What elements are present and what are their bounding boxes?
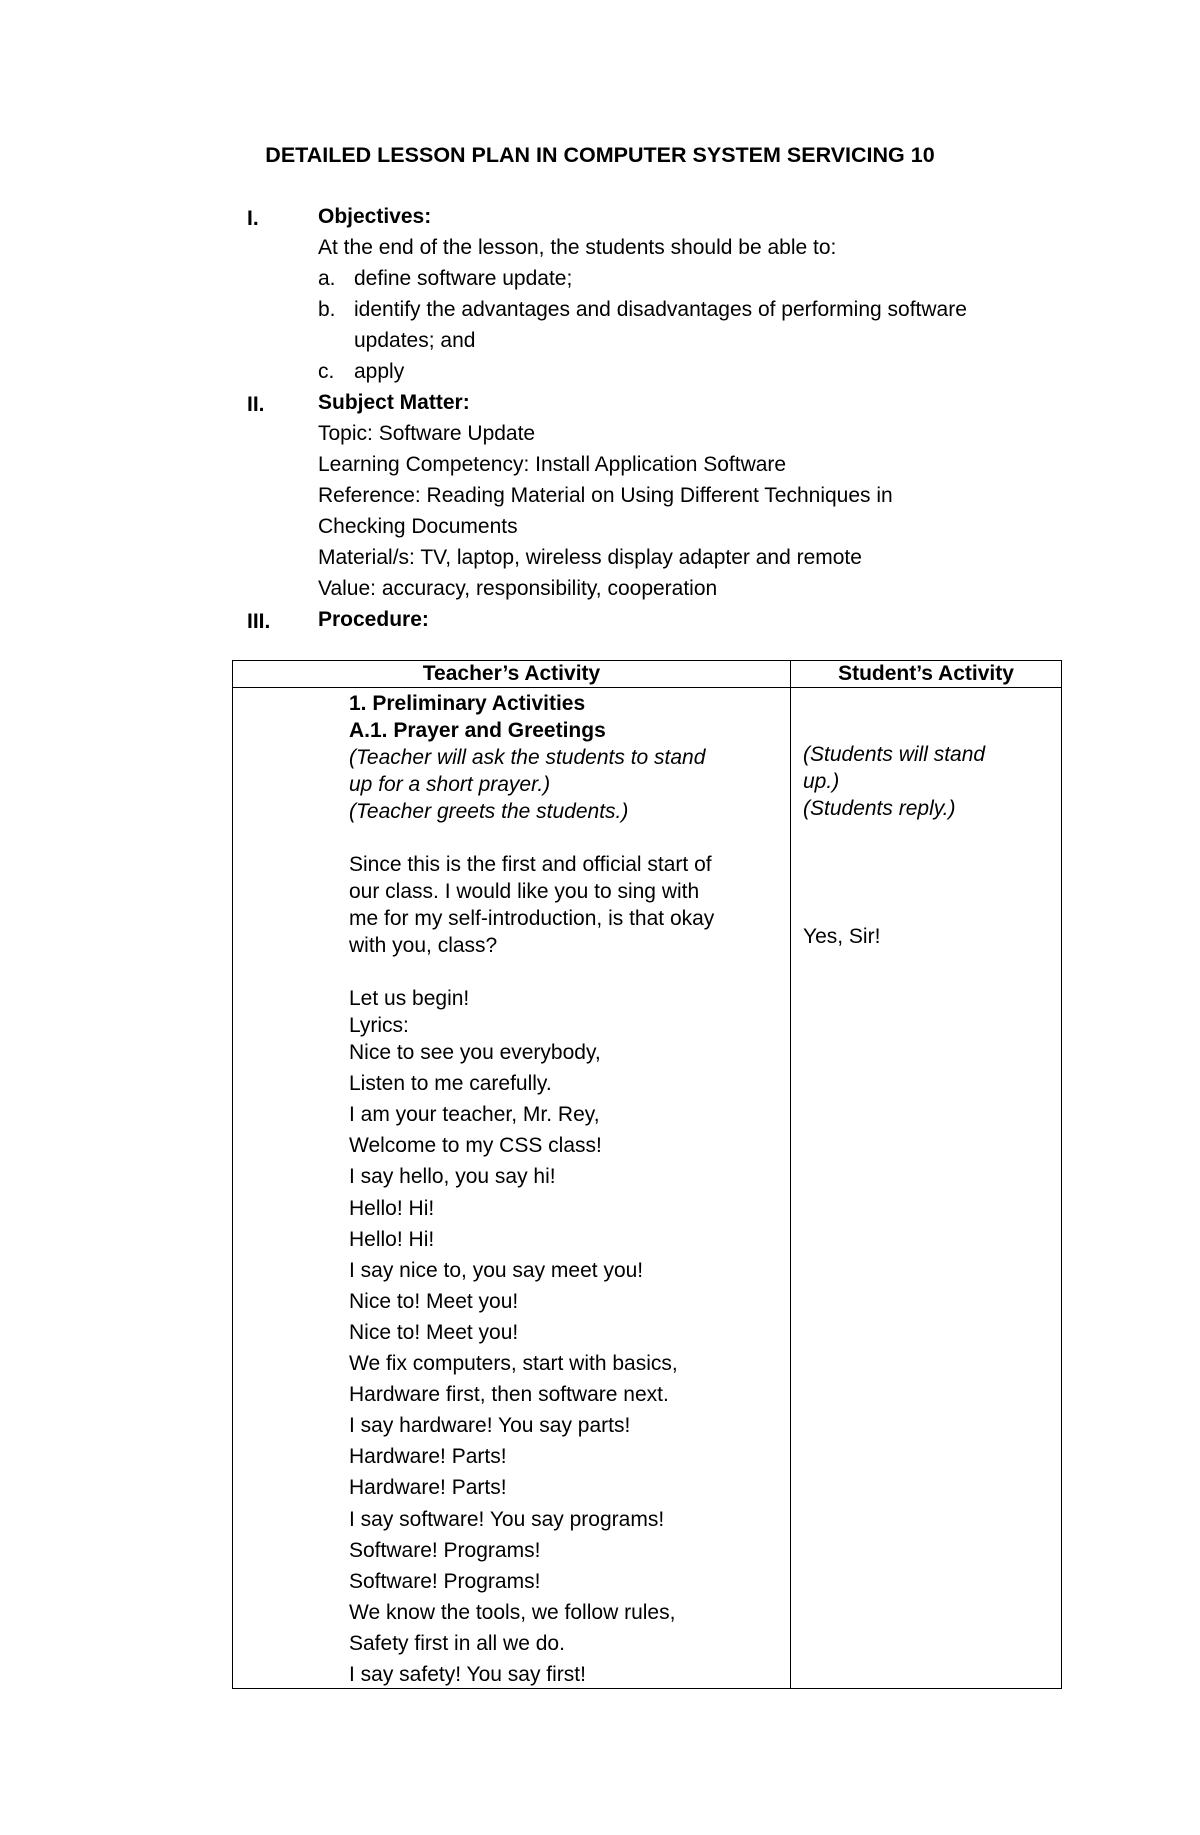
subject-competency: Learning Competency: Install Application Software bbox=[318, 453, 787, 476]
header-student-activity: Student’s Activity bbox=[838, 662, 1014, 685]
lyric-line: I say hello, you say hi! bbox=[349, 1165, 556, 1188]
teacher-begin-line: Let us begin! bbox=[349, 987, 470, 1010]
lyric-line: Hello! Hi! bbox=[349, 1197, 435, 1220]
lyric-line: I am your teacher, Mr. Rey, bbox=[349, 1103, 600, 1126]
teacher-section-title: 1. Preliminary Activities bbox=[349, 692, 586, 715]
teacher-intro-line: Since this is the first and official start of bbox=[349, 853, 712, 876]
lyric-line: I say software! You say programs! bbox=[349, 1508, 665, 1531]
page-title: DETAILED LESSON PLAN IN COMPUTER SYSTEM SERVICING 10 bbox=[265, 143, 935, 167]
lyric-line: Nice to! Meet you! bbox=[349, 1321, 519, 1344]
subject-value: Value: accuracy, responsibility, cooperation bbox=[318, 577, 718, 600]
table-top-border bbox=[232, 660, 1062, 661]
section-number-subject: II. bbox=[247, 393, 265, 416]
student-reply: Yes, Sir! bbox=[803, 925, 881, 948]
lyric-line: I say nice to, you say meet you! bbox=[349, 1259, 644, 1282]
teacher-intro-line: with you, class? bbox=[349, 934, 498, 957]
lyric-line: Welcome to my CSS class! bbox=[349, 1134, 602, 1157]
teacher-note-line: up for a short prayer.) bbox=[349, 773, 551, 796]
teacher-note-line: (Teacher greets the students.) bbox=[349, 800, 629, 823]
teacher-lyrics-label: Lyrics: bbox=[349, 1014, 409, 1037]
lyric-line: Safety first in all we do. bbox=[349, 1632, 565, 1655]
teacher-subsection-title: A.1. Prayer and Greetings bbox=[349, 719, 606, 742]
objectives-intro: At the end of the lesson, the students should be able to: bbox=[318, 236, 837, 259]
lyric-line: Software! Programs! bbox=[349, 1570, 541, 1593]
lyric-line: I say hardware! You say parts! bbox=[349, 1414, 631, 1437]
objectives-heading: Objectives: bbox=[318, 205, 432, 228]
section-number-procedure: III. bbox=[247, 610, 271, 633]
teacher-intro-line: our class. I would like you to sing with bbox=[349, 880, 700, 903]
lyric-line: We know the tools, we follow rules, bbox=[349, 1601, 676, 1624]
lyric-line: Hardware! Parts! bbox=[349, 1445, 507, 1468]
lyric-line: Nice to see you everybody, bbox=[349, 1041, 601, 1064]
subject-materials: Material/s: TV, laptop, wireless display adapter and remote bbox=[318, 546, 862, 569]
objective-text-b: identify the advantages and disadvantages of performing software bbox=[354, 298, 967, 321]
table-header-divider bbox=[232, 687, 1062, 688]
table-bottom-border bbox=[232, 1688, 1062, 1689]
teacher-intro-line: me for my self-introduction, is that okay bbox=[349, 907, 715, 930]
header-teacher-activity: Teacher’s Activity bbox=[422, 662, 601, 685]
lyric-line: We fix computers, start with basics, bbox=[349, 1352, 678, 1375]
lyric-line: Hardware first, then software next. bbox=[349, 1383, 669, 1406]
lyric-line: I say safety! You say first! bbox=[349, 1663, 586, 1686]
objective-letter-c: c. bbox=[318, 360, 335, 383]
objective-letter-a: a. bbox=[318, 267, 336, 290]
lyric-line: Software! Programs! bbox=[349, 1539, 541, 1562]
subject-matter-heading: Subject Matter: bbox=[318, 391, 470, 414]
lyric-line: Hello! Hi! bbox=[349, 1228, 435, 1251]
teacher-note-line: (Teacher will ask the students to stand bbox=[349, 746, 706, 769]
table-right-border bbox=[1061, 660, 1062, 1689]
lyric-line: Listen to me carefully. bbox=[349, 1072, 552, 1095]
objective-text-a: define software update; bbox=[354, 267, 573, 290]
student-note-line: up.) bbox=[803, 770, 840, 793]
student-note-line: (Students will stand bbox=[803, 743, 986, 766]
objective-letter-b: b. bbox=[318, 298, 336, 321]
subject-reference: Reference: Reading Material on Using Different Techniques in bbox=[318, 484, 893, 507]
objective-text-b-cont: updates; and bbox=[354, 329, 476, 352]
table-left-border bbox=[232, 660, 233, 1689]
lyric-line: Nice to! Meet you! bbox=[349, 1290, 519, 1313]
subject-topic: Topic: Software Update bbox=[318, 422, 536, 445]
objective-text-c: apply bbox=[354, 360, 405, 383]
table-column-divider bbox=[790, 660, 791, 1689]
student-note-line: (Students reply.) bbox=[803, 797, 956, 820]
lyric-line: Hardware! Parts! bbox=[349, 1476, 507, 1499]
subject-reference-cont: Checking Documents bbox=[318, 515, 518, 538]
section-number-objectives: I. bbox=[247, 207, 259, 230]
procedure-heading: Procedure: bbox=[318, 608, 429, 631]
